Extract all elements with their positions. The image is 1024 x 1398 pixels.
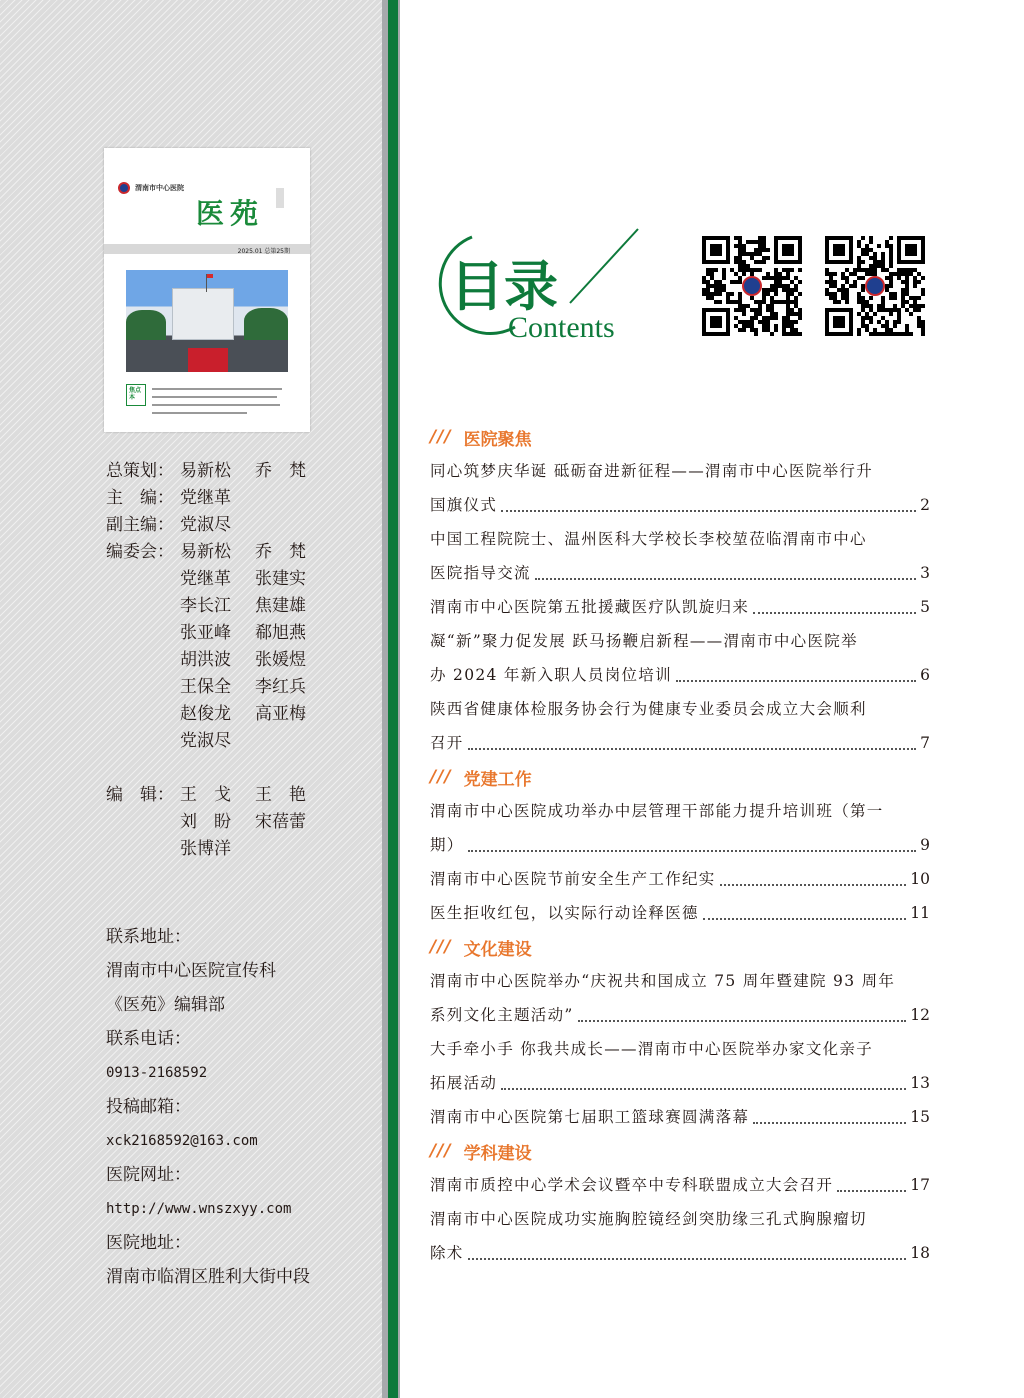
cover-text-line: [152, 404, 280, 406]
dot-leader: [753, 612, 916, 614]
toc-entry[interactable]: [430, 1202, 930, 1270]
page-number: 18: [910, 1244, 930, 1262]
cover-title: 医苑: [196, 197, 265, 230]
entry-title-line: 中国工程院院士、温州医科大学校长李校堃莅临渭南市中心: [430, 530, 867, 548]
credit-row: [106, 728, 356, 755]
credit-name: 党继革: [180, 569, 231, 589]
cover-issue: 2025.01 总第25期: [237, 248, 290, 255]
toc-entry[interactable]: [430, 1100, 930, 1134]
address-line-1: 渭南市中心医院宣传科: [106, 961, 276, 981]
entry-title-line: 渭南市中心医院成功举办中层管理干部能力提升培训班（第一: [430, 802, 884, 820]
entry-title-line: 渭南市中心医院第七届职工篮球赛圆满落幕: [430, 1108, 750, 1126]
address-line-2: 《医苑》编辑部: [106, 995, 225, 1015]
credit-row: [106, 836, 356, 863]
address-label: 联系地址：: [106, 927, 191, 947]
credit-label: 编委会：: [106, 542, 174, 562]
credit-name: [180, 755, 255, 782]
table-of-contents: [430, 420, 930, 1270]
credit-row: [106, 566, 356, 593]
entry-last-line: [430, 726, 930, 760]
credit-row: [106, 485, 356, 512]
cover-hospital-name: 渭南市中心医院: [135, 183, 184, 192]
credit-name: 胡洪波: [180, 650, 231, 670]
credit-row: [106, 647, 356, 674]
toc-entry[interactable]: [430, 692, 930, 760]
section-title: 医院聚焦: [463, 429, 532, 450]
cover-text-line: [152, 412, 247, 414]
dot-leader: [501, 1088, 906, 1090]
dot-leader: [535, 578, 916, 580]
heading-slash-line: [570, 229, 638, 303]
toc-entry[interactable]: [430, 522, 930, 590]
entry-title-line: 办 2024 年新入职人员岗位培训: [430, 666, 672, 684]
section-slash-icon: ///: [430, 767, 452, 787]
page-number: 17: [910, 1176, 930, 1194]
entry-last-line: [430, 1236, 930, 1270]
entry-title-line: 凝“新”聚力促发展 跃马扬鞭启新程——渭南市中心医院举: [430, 632, 858, 650]
toc-entry[interactable]: [430, 1168, 930, 1202]
section-slash-icon: ///: [430, 1141, 452, 1161]
email-value[interactable]: xck2168592@163.com: [106, 1133, 258, 1149]
toc-entry[interactable]: [430, 964, 930, 1032]
cover-thumbnail: [104, 148, 310, 432]
qr-code-icon: [702, 236, 802, 336]
section-title: 党建工作: [463, 769, 532, 790]
credit-label: [106, 701, 180, 728]
page-number: 9: [920, 836, 930, 854]
credit-label: 副主编：: [106, 515, 174, 535]
entry-title-line: 渭南市中心医院举办“庆祝共和国成立 75 周年暨建院 93 周年: [430, 972, 896, 990]
credit-label: [106, 836, 180, 863]
credit-label: 总策划：: [106, 461, 174, 481]
credit-name: 高亚梅: [255, 704, 306, 724]
toc-entry[interactable]: [430, 624, 930, 692]
toc-entry[interactable]: [430, 862, 930, 896]
hospital-address-value: 渭南市临渭区胜利大街中段: [106, 1267, 310, 1287]
dot-leader: [676, 680, 916, 682]
section-title: 文化建设: [463, 939, 532, 960]
section-slash-icon: ///: [430, 427, 452, 447]
credit-row: [106, 539, 356, 566]
dot-leader: [753, 1122, 906, 1124]
entry-last-line: [430, 1066, 930, 1100]
qr-code-icon: [825, 236, 925, 336]
credit-name: 王保全: [180, 677, 231, 697]
hospital-logo-icon: [118, 182, 130, 194]
credit-label: [106, 755, 180, 782]
credit-row: [106, 458, 356, 485]
entry-title-line: 渭南市中心医院成功实施胸腔镜经剑突肋缘三孔式胸腺瘤切: [430, 1210, 867, 1228]
email-label: 投稿邮箱：: [106, 1097, 191, 1117]
toc-section-heading: [430, 930, 930, 964]
entry-title-line: 系列文化主题活动”: [430, 1006, 574, 1024]
cover-text-line: [152, 388, 282, 390]
contact-info: [106, 920, 376, 1294]
page-number: 15: [910, 1108, 930, 1126]
entry-title-line: 期）: [430, 836, 464, 854]
credit-label: [106, 674, 180, 701]
credit-label: [106, 566, 180, 593]
credit-label: [106, 728, 180, 755]
credit-label: 编 辑：: [106, 785, 174, 805]
website-link[interactable]: http://www.wnszxyy.com: [106, 1201, 292, 1217]
cover-badge-text: 焦点本: [129, 387, 142, 401]
credit-row: [106, 674, 356, 701]
credit-label: [106, 593, 180, 620]
heading-en: Contents: [508, 311, 615, 344]
toc-entry[interactable]: [430, 590, 930, 624]
credit-row: [106, 512, 356, 539]
credit-name: 张建实: [255, 569, 306, 589]
website-label: 医院网址：: [106, 1165, 191, 1185]
credit-name: 乔 梵: [255, 542, 306, 562]
entry-last-line: [430, 488, 930, 522]
dot-leader: [578, 1020, 907, 1022]
entry-title-line: 医院指导交流: [430, 564, 531, 582]
toc-entry[interactable]: [430, 1032, 930, 1100]
entry-last-line: [430, 1100, 930, 1134]
cover-tab: [276, 188, 284, 208]
entry-last-line: [430, 862, 930, 896]
credit-name: 张媛煜: [255, 650, 306, 670]
contents-heading: [420, 225, 660, 345]
credit-row: [106, 782, 356, 809]
entry-last-line: [430, 896, 930, 930]
page-number: 13: [910, 1074, 930, 1092]
credit-row: [106, 755, 356, 782]
toc-section-heading: [430, 420, 930, 454]
dot-leader: [703, 918, 906, 920]
credit-row: [106, 620, 356, 647]
entry-title-line: 渭南市中心医院节前安全生产工作纪实: [430, 870, 716, 888]
credit-label: [106, 620, 180, 647]
credit-name: 刘 盼: [180, 812, 231, 832]
page-number: 6: [920, 666, 930, 684]
entry-title-line: 渭南市质控中心学术会议暨卒中专科联盟成立大会召开: [430, 1176, 834, 1194]
entry-title-line: 陕西省健康体检服务协会行为健康专业委员会成立大会顺利: [430, 700, 867, 718]
cover-photo: [126, 270, 288, 372]
page-number: 7: [920, 734, 930, 752]
credit-name: 焦建雄: [255, 596, 306, 616]
credit-row: [106, 701, 356, 728]
credit-label: [106, 809, 180, 836]
credit-name: 乔 梵: [255, 461, 306, 481]
page-number: 2: [920, 496, 930, 514]
editorial-credits: [106, 458, 356, 863]
entry-last-line: [430, 828, 930, 862]
entry-title-line: 同心筑梦庆华诞 砥砺奋进新征程——渭南市中心医院举行升: [430, 462, 874, 480]
section-title: 学科建设: [463, 1143, 532, 1164]
page-number: 3: [920, 564, 930, 582]
entry-title-line: 医生拒收红包，以实际行动诠释医德: [430, 904, 699, 922]
entry-last-line: [430, 1168, 930, 1202]
credit-label: 主 编：: [106, 488, 174, 508]
entry-last-line: [430, 658, 930, 692]
credit-name: 王 戈: [180, 785, 231, 805]
credit-name: 赵俊龙: [180, 704, 231, 724]
entry-title-line: 拓展活动: [430, 1074, 498, 1092]
entry-title-line: 大手牵小手 你我共成长——渭南市中心医院举办家文化亲子: [430, 1040, 874, 1058]
entry-last-line: [430, 556, 930, 590]
toc-entry[interactable]: [430, 794, 930, 862]
credit-name: 郗旭燕: [255, 623, 306, 643]
toc-entry[interactable]: [430, 454, 930, 522]
credit-name: 党淑尽: [180, 515, 231, 535]
page-number: 10: [910, 870, 930, 888]
credit-name: 易新松: [180, 461, 231, 481]
hospital-address-label: 医院地址：: [106, 1233, 191, 1253]
credit-name: 易新松: [180, 542, 231, 562]
credit-row: [106, 809, 356, 836]
entry-title-line: 国旗仪式: [430, 496, 498, 514]
toc-section-heading: [430, 1134, 930, 1168]
credit-name: 宋蓓蕾: [255, 812, 306, 832]
credit-row: [106, 593, 356, 620]
entry-title-line: 召开: [430, 734, 464, 752]
page-number: 11: [910, 904, 930, 922]
dot-leader: [720, 884, 907, 886]
phone-value: 0913-2168592: [106, 1065, 208, 1081]
toc-entry[interactable]: [430, 896, 930, 930]
credit-name: 李长江: [180, 596, 231, 616]
dot-leader: [837, 1190, 906, 1192]
page-number: 12: [910, 1006, 930, 1024]
credit-label: [106, 647, 180, 674]
entry-last-line: [430, 590, 930, 624]
credit-name: 党继革: [180, 488, 231, 508]
phone-label: 联系电话：: [106, 1029, 191, 1049]
credit-name: 王 艳: [255, 785, 306, 805]
credit-name: 党淑尽: [180, 731, 231, 751]
credit-name: 张亚峰: [180, 623, 231, 643]
entry-title-line: 渭南市中心医院第五批援藏医疗队凯旋归来: [430, 598, 750, 616]
dot-leader: [468, 1258, 907, 1260]
dot-leader: [468, 850, 917, 852]
credit-name: 李红兵: [255, 677, 306, 697]
dot-leader: [468, 748, 917, 750]
dot-leader: [501, 510, 916, 512]
heading-cn: 目录: [450, 255, 558, 318]
section-slash-icon: ///: [430, 937, 452, 957]
divider-stripe-green: [388, 0, 398, 1398]
toc-section-heading: [430, 760, 930, 794]
credit-name: 张博洋: [180, 839, 231, 859]
page-number: 5: [920, 598, 930, 616]
entry-last-line: [430, 998, 930, 1032]
cover-text-line: [152, 396, 277, 398]
entry-title-line: 除术: [430, 1244, 464, 1262]
